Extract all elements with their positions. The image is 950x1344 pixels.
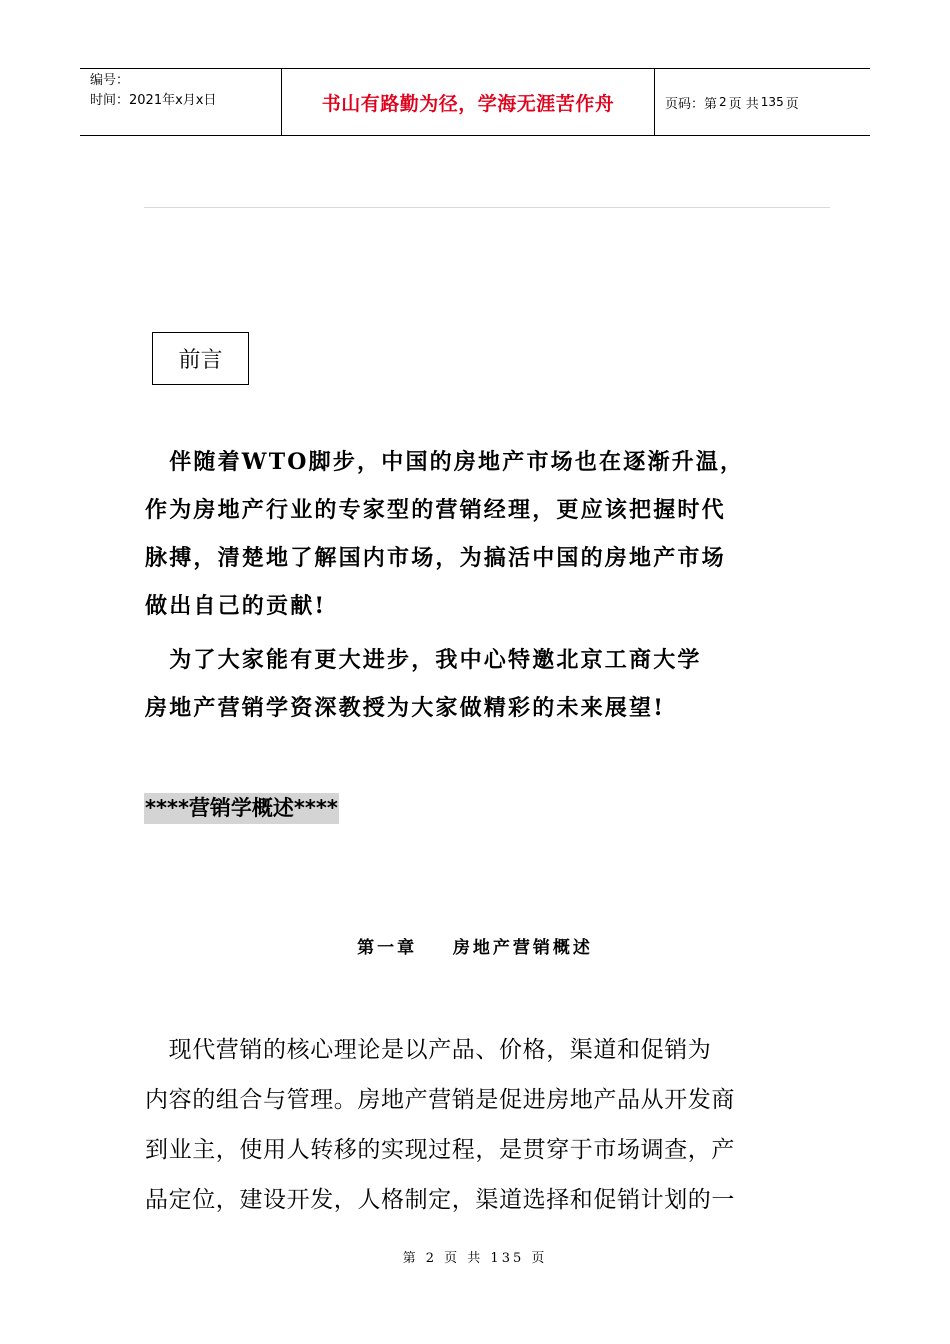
preface-paragraph-1 <box>145 438 744 630</box>
header-page-label: 页码：第 <box>665 96 718 112</box>
header-page-mid: 页 共 <box>728 96 759 112</box>
body-line: 内容的组合与管理。房地产营销是促进房地产品从开发商 <box>145 1087 735 1113</box>
document-header <box>80 68 870 136</box>
header-meta <box>80 69 282 135</box>
paragraph-line: 脉搏，清楚地了解国内市场，为搞活中国的房地产市场 <box>145 545 726 571</box>
header-page-suffix: 页 <box>785 96 799 112</box>
header-page-total: 135 <box>760 95 784 109</box>
header-motto: 书山有路勤为径，学海无涯苦作舟 <box>282 69 655 135</box>
preface-title: 前言 <box>152 332 249 385</box>
header-page-info <box>655 69 870 135</box>
paragraph-line: 房地产营销学资深教授为大家做精彩的未来展望! <box>145 695 666 721</box>
paragraph-line: 伴随着WTO脚步，中国的房地产市场也在逐渐升温， <box>145 449 745 475</box>
paragraph-line: 作为房地产行业的专家型的营销经理，更应该把握时代 <box>145 497 726 523</box>
header-divider <box>144 207 830 208</box>
page-footer: 第 2 页 共 135 页 <box>402 1251 548 1266</box>
body-paragraph <box>145 1025 735 1225</box>
section-heading: ****营销学概述**** <box>144 793 339 824</box>
body-line: 品定位，建设开发，人格制定，渠道选择和促销计划的一 <box>145 1187 735 1213</box>
header-page-current: 2 <box>719 95 727 109</box>
body-line: 现代营销的核心理论是以产品、价格，渠道和促销为 <box>145 1037 712 1063</box>
paragraph-line: 做出自己的贡献! <box>145 593 327 619</box>
preface-paragraph-2 <box>145 636 702 732</box>
header-date: 时间：2021年x月x日 <box>90 93 217 108</box>
body-line: 到业主，使用人转移的实现过程，是贯穿于市场调查，产 <box>145 1137 735 1163</box>
chapter-title: 第一章 房地产营销概述 <box>357 938 593 958</box>
header-number-label: 编号： <box>90 73 130 88</box>
paragraph-line: 为了大家能有更大进步，我中心特邀北京工商大学 <box>145 647 702 673</box>
